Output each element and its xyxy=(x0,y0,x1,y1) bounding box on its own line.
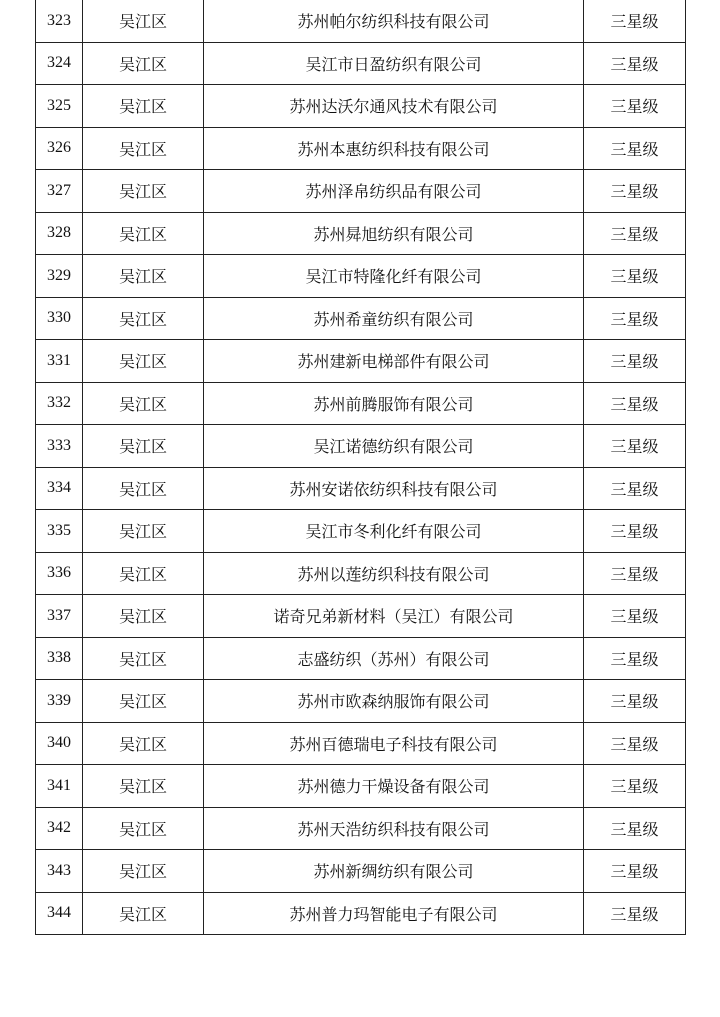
row-number-cell: 338 xyxy=(36,637,83,680)
district-cell: 吴江区 xyxy=(83,467,204,510)
district-cell: 吴江区 xyxy=(83,85,204,128)
company-name-cell: 苏州以莲纺织科技有限公司 xyxy=(204,552,584,595)
row-number-cell: 332 xyxy=(36,382,83,425)
enterprise-list-table xyxy=(35,0,686,935)
table-row xyxy=(36,0,686,42)
company-name-cell: 苏州前腾服饰有限公司 xyxy=(204,382,584,425)
rating-level-cell: 三星级 xyxy=(584,595,686,638)
company-name-cell: 苏州帕尔纺织科技有限公司 xyxy=(204,0,584,42)
rating-level-cell: 三星级 xyxy=(584,680,686,723)
district-cell: 吴江区 xyxy=(83,807,204,850)
rating-level-cell: 三星级 xyxy=(584,85,686,128)
row-number-cell: 325 xyxy=(36,85,83,128)
district-cell: 吴江区 xyxy=(83,0,204,42)
table-row xyxy=(36,765,686,808)
table-row xyxy=(36,255,686,298)
company-name-cell: 苏州泽帛纺织品有限公司 xyxy=(204,170,584,213)
rating-level-cell: 三星级 xyxy=(584,552,686,595)
table-row xyxy=(36,425,686,468)
table-row xyxy=(36,850,686,893)
company-name-cell: 吴江市特隆化纤有限公司 xyxy=(204,255,584,298)
row-number-cell: 344 xyxy=(36,892,83,935)
district-cell: 吴江区 xyxy=(83,425,204,468)
rating-level-cell: 三星级 xyxy=(584,467,686,510)
table-row xyxy=(36,340,686,383)
row-number-cell: 336 xyxy=(36,552,83,595)
district-cell: 吴江区 xyxy=(83,722,204,765)
row-number-cell: 324 xyxy=(36,42,83,85)
rating-level-cell: 三星级 xyxy=(584,637,686,680)
district-cell: 吴江区 xyxy=(83,127,204,170)
row-number-cell: 342 xyxy=(36,807,83,850)
company-name-cell: 苏州百德瑞电子科技有限公司 xyxy=(204,722,584,765)
company-name-cell: 苏州市欧森纳服饰有限公司 xyxy=(204,680,584,723)
table-row xyxy=(36,170,686,213)
district-cell: 吴江区 xyxy=(83,42,204,85)
rating-level-cell: 三星级 xyxy=(584,765,686,808)
table-row xyxy=(36,297,686,340)
table-row xyxy=(36,807,686,850)
table-row xyxy=(36,637,686,680)
company-name-cell: 苏州达沃尔通风技术有限公司 xyxy=(204,85,584,128)
table-row xyxy=(36,510,686,553)
table-row xyxy=(36,85,686,128)
rating-level-cell: 三星级 xyxy=(584,212,686,255)
table-row xyxy=(36,127,686,170)
table-row xyxy=(36,552,686,595)
table-row xyxy=(36,467,686,510)
row-number-cell: 337 xyxy=(36,595,83,638)
table-row xyxy=(36,382,686,425)
company-name-cell: 苏州安诺依纺织科技有限公司 xyxy=(204,467,584,510)
district-cell: 吴江区 xyxy=(83,510,204,553)
district-cell: 吴江区 xyxy=(83,212,204,255)
company-name-cell: 诺奇兄弟新材料（吴江）有限公司 xyxy=(204,595,584,638)
company-name-cell: 苏州德力干燥设备有限公司 xyxy=(204,765,584,808)
district-cell: 吴江区 xyxy=(83,552,204,595)
row-number-cell: 343 xyxy=(36,850,83,893)
company-name-cell: 苏州新绸纺织有限公司 xyxy=(204,850,584,893)
district-cell: 吴江区 xyxy=(83,892,204,935)
company-name-cell: 苏州天浩纺织科技有限公司 xyxy=(204,807,584,850)
district-cell: 吴江区 xyxy=(83,340,204,383)
row-number-cell: 340 xyxy=(36,722,83,765)
company-name-cell: 志盛纺织（苏州）有限公司 xyxy=(204,637,584,680)
row-number-cell: 327 xyxy=(36,170,83,213)
row-number-cell: 323 xyxy=(36,0,83,42)
table-body xyxy=(36,0,686,935)
company-name-cell: 苏州曻旭纺织有限公司 xyxy=(204,212,584,255)
rating-level-cell: 三星级 xyxy=(584,297,686,340)
row-number-cell: 333 xyxy=(36,425,83,468)
company-name-cell: 吴江市日盈纺织有限公司 xyxy=(204,42,584,85)
rating-level-cell: 三星级 xyxy=(584,850,686,893)
district-cell: 吴江区 xyxy=(83,255,204,298)
district-cell: 吴江区 xyxy=(83,637,204,680)
company-name-cell: 吴江诺德纺织有限公司 xyxy=(204,425,584,468)
rating-level-cell: 三星级 xyxy=(584,255,686,298)
row-number-cell: 330 xyxy=(36,297,83,340)
table-row xyxy=(36,680,686,723)
company-name-cell: 苏州本惠纺织科技有限公司 xyxy=(204,127,584,170)
row-number-cell: 326 xyxy=(36,127,83,170)
row-number-cell: 331 xyxy=(36,340,83,383)
company-name-cell: 苏州普力玛智能电子有限公司 xyxy=(204,892,584,935)
district-cell: 吴江区 xyxy=(83,382,204,425)
company-name-cell: 吴江市冬利化纤有限公司 xyxy=(204,510,584,553)
rating-level-cell: 三星级 xyxy=(584,340,686,383)
row-number-cell: 328 xyxy=(36,212,83,255)
row-number-cell: 335 xyxy=(36,510,83,553)
row-number-cell: 334 xyxy=(36,467,83,510)
company-name-cell: 苏州希童纺织有限公司 xyxy=(204,297,584,340)
company-name-cell: 苏州建新电梯部件有限公司 xyxy=(204,340,584,383)
table-row xyxy=(36,595,686,638)
district-cell: 吴江区 xyxy=(83,765,204,808)
district-cell: 吴江区 xyxy=(83,297,204,340)
table-row xyxy=(36,42,686,85)
rating-level-cell: 三星级 xyxy=(584,722,686,765)
district-cell: 吴江区 xyxy=(83,170,204,213)
rating-level-cell: 三星级 xyxy=(584,382,686,425)
district-cell: 吴江区 xyxy=(83,595,204,638)
district-cell: 吴江区 xyxy=(83,850,204,893)
table-row xyxy=(36,722,686,765)
district-cell: 吴江区 xyxy=(83,680,204,723)
rating-level-cell: 三星级 xyxy=(584,510,686,553)
row-number-cell: 339 xyxy=(36,680,83,723)
rating-level-cell: 三星级 xyxy=(584,42,686,85)
rating-level-cell: 三星级 xyxy=(584,807,686,850)
row-number-cell: 341 xyxy=(36,765,83,808)
rating-level-cell: 三星级 xyxy=(584,170,686,213)
rating-level-cell: 三星级 xyxy=(584,892,686,935)
rating-level-cell: 三星级 xyxy=(584,0,686,42)
table-row xyxy=(36,212,686,255)
rating-level-cell: 三星级 xyxy=(584,127,686,170)
row-number-cell: 329 xyxy=(36,255,83,298)
rating-level-cell: 三星级 xyxy=(584,425,686,468)
table-row xyxy=(36,892,686,935)
